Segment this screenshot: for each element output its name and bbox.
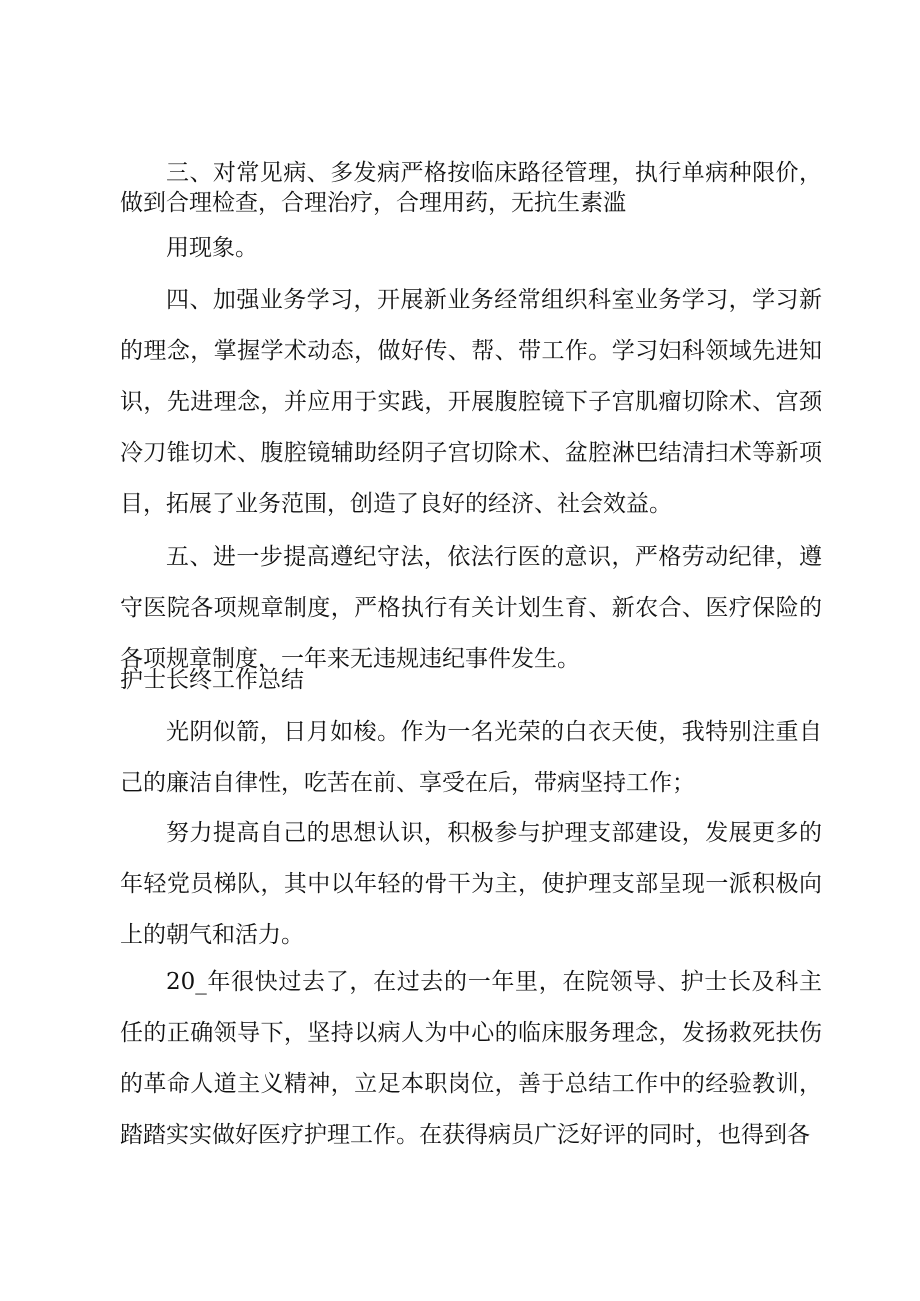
paragraph-item-three-continued: 用现象。 xyxy=(166,235,258,261)
paragraph-item-three: 三、对常见病、多发病严格按临床路径管理，执行单病种限价，做到合理检查，合理治疗，合理用药，无抗生素滥 xyxy=(120,160,822,216)
paragraph-intro: 光阴似箭，日月如梭。作为一名光荣的白衣天使，我特别注重自己的廉洁自律性，吃苦在前、享受在后，带病坚持工作； xyxy=(120,719,822,796)
paragraph-item-five: 五、进一步提高遵纪守法，依法行医的意识，严格劳动纪律，遵守医院各项规章制度，严格执行有关计划生育、新农合、医疗保险的各项规章制度，一年来无违规违纪事件发生。 xyxy=(120,544,822,672)
paragraph-party-building: 努力提高自己的思想认识，积极参与护理支部建设，发展更多的年轻党员梯队，其中以年轻的骨干为主，使护理支部呈现一派积极向上的朝气和活力。 xyxy=(120,820,822,948)
section-heading: 护士长终工作总结 xyxy=(120,667,304,693)
paragraph-item-four: 四、加强业务学习，开展新业务经常组织科室业务学习，学习新的理念，掌握学术动态，做好传、帮、带工作。学习妇科领域先进知识，先进理念，并应用于实践，开展腹腔镜下子宫肌瘤切除术、宫颈冷刀锥切术、腹腔镜辅助经阴子宫切除术、盆腔淋巴结清扫术等新项目，拓展了业务范围，创造了良好的经济、社会效益。 xyxy=(120,287,822,517)
paragraph-year-summary: 20_年很快过去了，在过去的一年里，在院领导、护士长及科主任的正确领导下，坚持以病人为中心的临床服务理念，发扬救死扶伤的革命人道主义精神，立足本职岗位，善于总结工作中的经验教训，踏踏实实做好医疗护理工作。在获得病员广泛好评的同时，也得到各 xyxy=(120,969,822,1148)
